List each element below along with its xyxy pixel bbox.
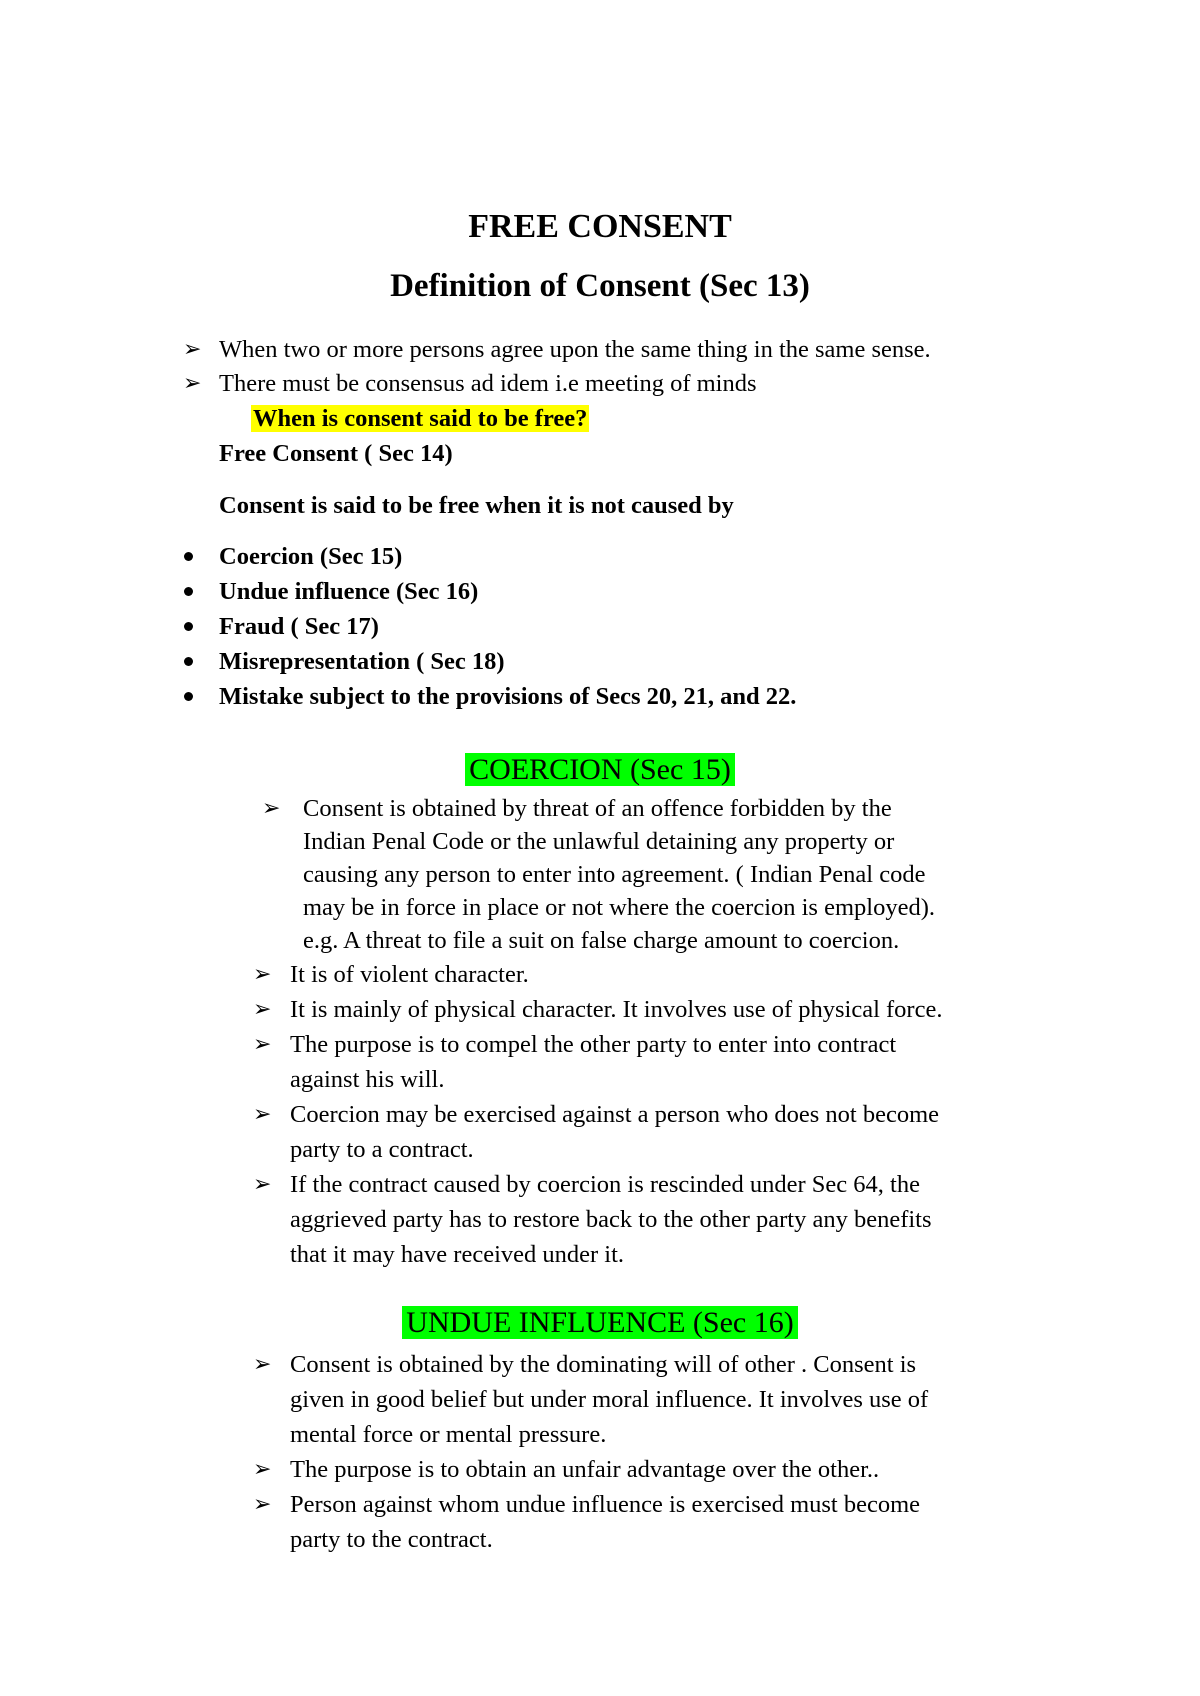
arrow-bullet-icon: ➢ (253, 1492, 272, 1517)
cause-item: Undue influence (Sec 16) (219, 578, 479, 605)
dot-bullet-icon (184, 622, 193, 631)
definition-point: There must be consensus ad idem i.e meeting of minds (219, 370, 757, 397)
cause-item: Mistake subject to the provisions of Secs 20, 21, and 22. (219, 683, 797, 710)
coercion-heading: COERCION (Sec 15) (465, 753, 735, 786)
coercion-point-line: causing any person to enter into agreement. ( Indian Penal code (303, 861, 926, 888)
undue-point-line: Consent is obtained by the dominating will of other . Consent is (290, 1351, 917, 1378)
arrow-bullet-icon: ➢ (253, 1457, 272, 1482)
arrow-bullet-icon: ➢ (253, 997, 272, 1022)
coercion-point-line: may be in force in place or not where the coercion is employed). (303, 894, 935, 921)
cause-item: Misrepresentation ( Sec 18) (219, 648, 505, 675)
coercion-point-line: Coercion may be exercised against a person who does not become (290, 1101, 940, 1128)
arrow-bullet-icon: ➢ (253, 1032, 272, 1057)
undue-point-line: given in good belief but under moral influence. It involves use of (290, 1386, 929, 1413)
arrow-bullet-icon: ➢ (253, 1102, 272, 1127)
undue-point-line: party to the contract. (290, 1526, 493, 1553)
arrow-bullet-icon: ➢ (253, 1172, 272, 1197)
dot-bullet-icon (184, 657, 193, 666)
dot-bullet-icon (184, 587, 193, 596)
cause-item: Fraud ( Sec 17) (219, 613, 379, 640)
undue-point-line: mental force or mental pressure. (290, 1421, 607, 1448)
free-consent-heading: Free Consent ( Sec 14) (219, 440, 453, 467)
undue-influence-heading: UNDUE INFLUENCE (Sec 16) (402, 1306, 797, 1339)
coercion-point-line: e.g. A threat to file a suit on false charge amount to coercion. (303, 927, 900, 954)
undue-point-line: The purpose is to obtain an unfair advantage over the other.. (290, 1456, 880, 1483)
page-subtitle: Definition of Consent (Sec 13) (390, 268, 810, 304)
coercion-point-line: against his will. (290, 1066, 445, 1093)
coercion-point-line: that it may have received under it. (290, 1241, 625, 1268)
coercion-point-line: The purpose is to compel the other party to enter into contract (290, 1031, 897, 1058)
question-highlight: When is consent said to be free? (253, 405, 588, 432)
coercion-point-line: If the contract caused by coercion is rescinded under Sec 64, the (290, 1171, 920, 1198)
coercion-point-line: Consent is obtained by threat of an offence forbidden by the (303, 795, 892, 822)
arrow-bullet-icon: ➢ (183, 337, 202, 362)
arrow-bullet-icon: ➢ (253, 1352, 272, 1377)
arrow-bullet-icon: ➢ (183, 371, 202, 396)
dot-bullet-icon (184, 552, 193, 561)
coercion-point-line: It is of violent character. (290, 961, 529, 988)
not-caused-by-text: Consent is said to be free when it is not caused by (219, 492, 734, 519)
page-title: FREE CONSENT (468, 208, 732, 245)
coercion-point-line: party to a contract. (290, 1136, 474, 1163)
arrow-bullet-icon: ➢ (262, 796, 281, 821)
cause-item: Coercion (Sec 15) (219, 543, 403, 570)
coercion-point-line: Indian Penal Code or the unlawful detaining any property or (303, 828, 895, 855)
arrow-bullet-icon: ➢ (253, 962, 272, 987)
undue-point-line: Person against whom undue influence is exercised must become (290, 1491, 921, 1518)
definition-point: When two or more persons agree upon the same thing in the same sense. (219, 336, 931, 363)
coercion-point-line: It is mainly of physical character. It involves use of physical force. (290, 996, 943, 1023)
coercion-point-line: aggrieved party has to restore back to the other party any benefits (290, 1206, 932, 1233)
dot-bullet-icon (184, 692, 193, 701)
